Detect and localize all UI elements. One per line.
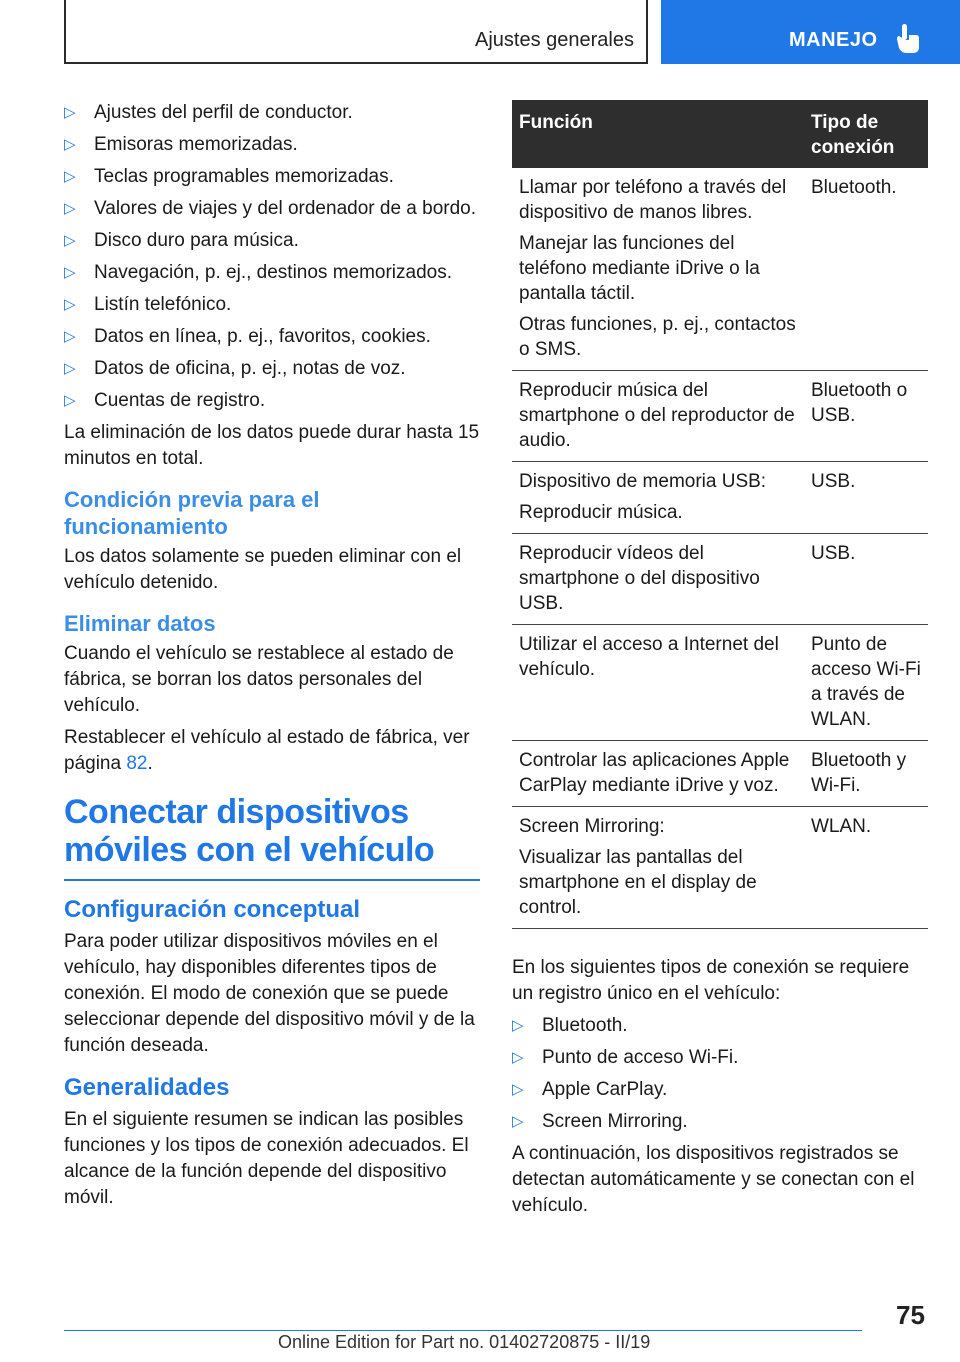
delete-text: Cuando el vehículo se restablece al estado de fábrica, se borran los datos personales del vehículo. — [64, 643, 454, 716]
chapter-title: Conectar dispositivos móviles con el vehículo — [64, 793, 480, 881]
table-header-row — [512, 100, 928, 168]
after-register-text: A continuación, los dispositivos registrados se detectan automáticamente y se conectan con el vehículo. — [512, 1143, 915, 1216]
right-column — [512, 100, 928, 1225]
list-item-text: Teclas programables memorizadas. — [94, 166, 394, 187]
triangle-bullet-icon: ▷ — [64, 104, 76, 121]
connection-table — [512, 100, 928, 929]
table-row — [512, 168, 928, 371]
column-header-function: Función — [512, 100, 804, 168]
section-title: Ajustes generales — [475, 29, 634, 51]
table-row — [512, 371, 928, 462]
table-row — [512, 462, 928, 534]
list-item — [64, 260, 480, 286]
footer-divider — [64, 1330, 862, 1331]
list-item-text: Screen Mirroring. — [542, 1111, 688, 1132]
list-item-text: Punto de acceso Wi-Fi. — [542, 1047, 739, 1068]
list-item — [64, 292, 480, 318]
connection-cell: Bluetooth. — [804, 168, 928, 371]
chapter-tab-label: MANEJO — [789, 29, 878, 51]
triangle-bullet-icon: ▷ — [64, 168, 76, 185]
list-item — [512, 1013, 928, 1039]
list-item — [64, 164, 480, 190]
connection-type-list — [512, 1013, 928, 1135]
function-cell — [512, 807, 804, 929]
table-row — [512, 807, 928, 929]
connection-cell: Bluetooth o USB. — [804, 371, 928, 462]
function-text: Reproducir música del smartphone o del reproductor de audio. — [519, 380, 795, 451]
triangle-bullet-icon: ▷ — [64, 232, 76, 249]
triangle-bullet-icon: ▷ — [64, 264, 76, 281]
page-link[interactable]: 82 — [126, 753, 148, 774]
function-text: Visualizar las pantallas del smartphone en el display de control. — [519, 847, 757, 918]
connection-cell: WLAN. — [804, 807, 928, 929]
concept-text: Para poder utilizar dispositivos móviles en el vehículo, hay disponibles diferentes tipos de conexión. El modo de conexión que se puede seleccionar depende del dispositivo móvil y de la función deseada. — [64, 931, 475, 1056]
list-item — [64, 228, 480, 254]
list-item — [512, 1109, 928, 1135]
function-cell — [512, 625, 804, 741]
function-cell — [512, 741, 804, 807]
list-item-text: Cuentas de registro. — [94, 390, 266, 411]
reset-text-end: . — [147, 753, 153, 774]
connection-cell: Bluetooth y Wi-Fi. — [804, 741, 928, 807]
list-item-text: Datos de oficina, p. ej., notas de voz. — [94, 358, 406, 379]
list-item — [64, 100, 480, 126]
triangle-bullet-icon: ▷ — [512, 1049, 524, 1066]
list-item-text: Listín telefónico. — [94, 294, 232, 315]
edition-footer: Online Edition for Part no. 01402720875 - II/19 — [278, 1332, 651, 1352]
function-text: Otras funciones, p. ej., contactos o SMS. — [519, 314, 796, 360]
column-header-connection: Tipo de conexión — [804, 100, 928, 168]
prereq-text: Los datos solamente se pueden eliminar con el vehículo detenido. — [64, 546, 462, 593]
list-item — [64, 196, 480, 222]
data-bullet-list — [64, 100, 480, 414]
concept-heading: Configuración conceptual — [64, 896, 361, 923]
reset-text-body: Restablecer el vehículo al estado de fábrica, ver página — [64, 727, 470, 774]
list-item-text: Disco duro para música. — [94, 230, 299, 251]
reset-text — [64, 725, 480, 777]
list-item — [512, 1045, 928, 1071]
list-item-text: Apple CarPlay. — [542, 1079, 668, 1100]
function-text: Dispositivo de memoria USB: — [519, 471, 767, 492]
function-text: Manejar las funciones del teléfono mediante iDrive o la pantalla táctil. — [519, 233, 760, 304]
list-item — [64, 356, 480, 382]
list-item — [64, 132, 480, 158]
triangle-bullet-icon: ▷ — [64, 200, 76, 217]
triangle-bullet-icon: ▷ — [512, 1081, 524, 1098]
list-item-text: Emisoras memorizadas. — [94, 134, 298, 155]
triangle-bullet-icon: ▷ — [512, 1113, 524, 1130]
table-row — [512, 625, 928, 741]
triangle-bullet-icon: ▷ — [64, 328, 76, 345]
triangle-bullet-icon: ▷ — [64, 360, 76, 377]
list-item-text: Datos en línea, p. ej., favoritos, cookies. — [94, 326, 431, 347]
list-item — [64, 324, 480, 350]
function-cell — [512, 371, 804, 462]
table-row — [512, 534, 928, 625]
function-text: Reproducir vídeos del smartphone o del dispositivo USB. — [519, 543, 760, 614]
delete-duration-text: La eliminación de los datos puede durar hasta 15 minutos en total. — [64, 422, 480, 469]
table-row — [512, 741, 928, 807]
connection-cell: Punto de acceso Wi-Fi a través de WLAN. — [804, 625, 928, 741]
list-item — [64, 388, 480, 414]
left-column — [64, 100, 480, 1217]
chapter-tab[interactable] — [661, 0, 960, 64]
page-number: 75 — [896, 1300, 925, 1330]
prereq-heading: Condición previa para el funcionamiento — [64, 487, 320, 539]
triangle-bullet-icon: ▷ — [64, 296, 76, 313]
function-cell — [512, 462, 804, 534]
list-item-text: Bluetooth. — [542, 1015, 628, 1036]
function-text: Utilizar el acceso a Internet del vehículo. — [519, 634, 779, 680]
function-text: Reproducir música. — [519, 502, 683, 523]
general-heading: Generalidades — [64, 1074, 230, 1101]
function-text: Llamar por teléfono a través del dispositivo de manos libres. — [519, 177, 787, 223]
triangle-bullet-icon: ▷ — [64, 392, 76, 409]
function-cell — [512, 168, 804, 371]
triangle-bullet-icon: ▷ — [512, 1017, 524, 1034]
delete-heading: Eliminar datos — [64, 611, 216, 636]
list-item-text: Ajustes del perfil de conductor. — [94, 102, 353, 123]
function-text: Controlar las aplicaciones Apple CarPlay mediante iDrive y voz. — [519, 750, 790, 796]
connection-cell: USB. — [804, 462, 928, 534]
list-item-text: Valores de viajes y del ordenador de a bordo. — [94, 198, 477, 219]
triangle-bullet-icon: ▷ — [64, 136, 76, 153]
function-cell — [512, 534, 804, 625]
connection-cell: USB. — [804, 534, 928, 625]
register-text: En los siguientes tipos de conexión se requiere un registro único en el vehículo: — [512, 957, 910, 1004]
general-text: En el siguiente resumen se indican las posibles funciones y los tipos de conexión adecuados. El alcance de la función depende del dispositivo móvil. — [64, 1109, 469, 1208]
function-text: Screen Mirroring: — [519, 816, 665, 837]
hand-pointer-icon — [893, 22, 923, 54]
list-item — [512, 1077, 928, 1103]
header-section-box — [64, 0, 648, 64]
list-item-text: Navegación, p. ej., destinos memorizados. — [94, 262, 453, 283]
